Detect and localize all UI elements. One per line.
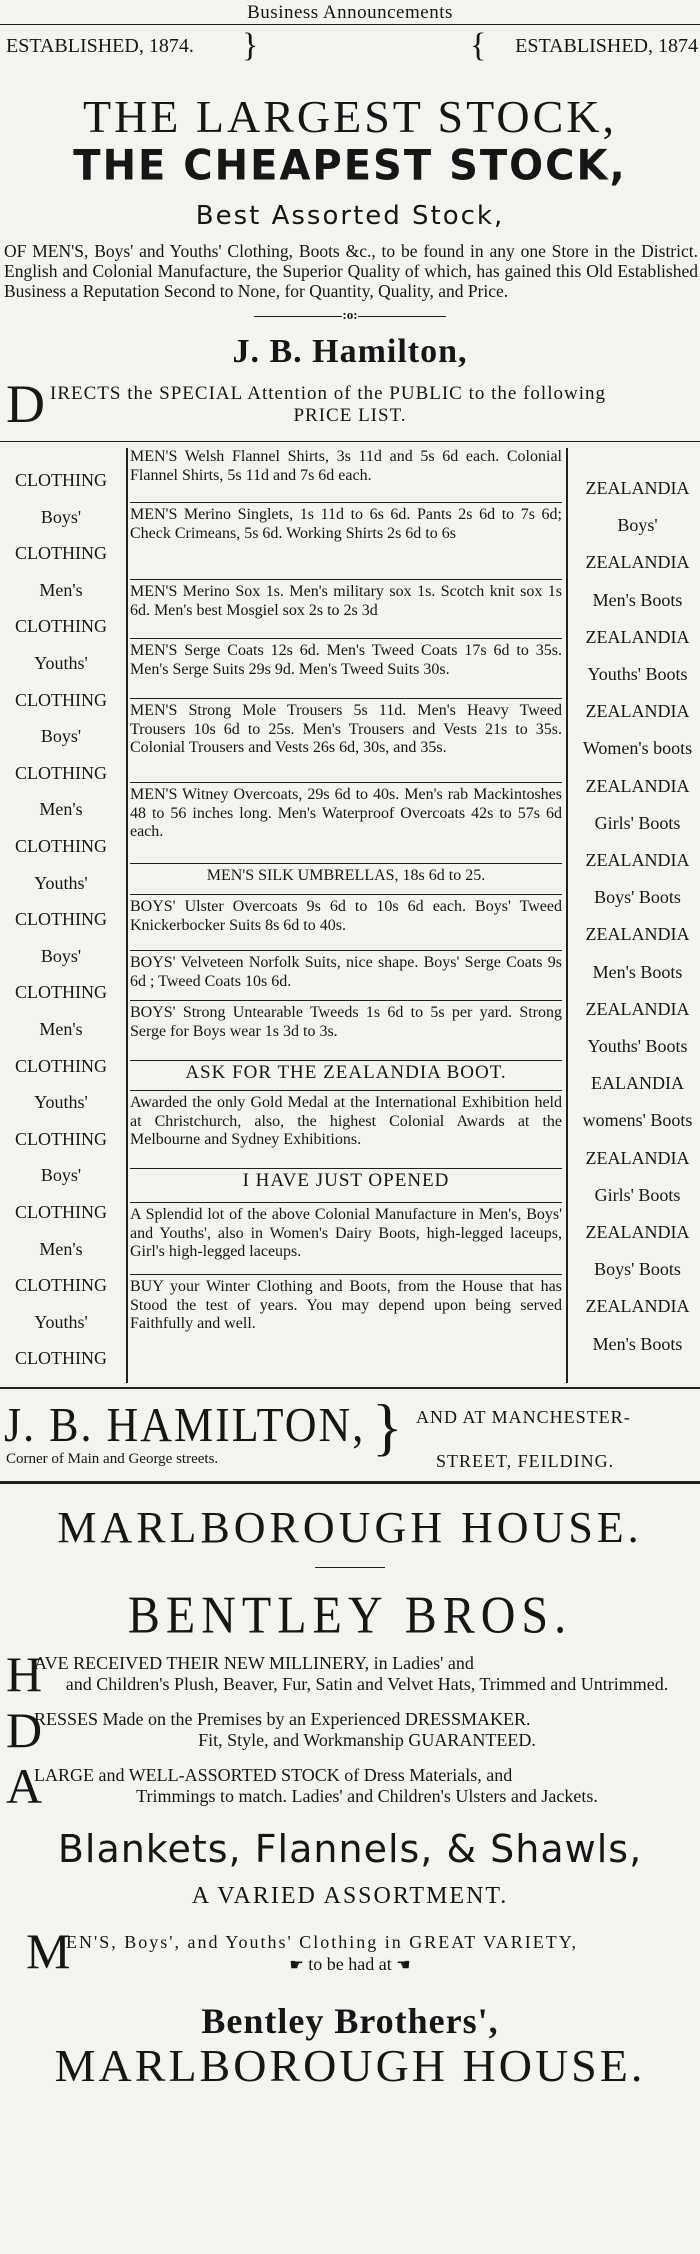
boots-column-item: ZEALANDIA (585, 998, 690, 1019)
price-entry: ASK FOR THE ZEALANDIA BOOT. (185, 1062, 507, 1083)
clothing-column-item: Youths' (34, 1092, 88, 1113)
clothing-column-item: CLOTHING (15, 836, 107, 856)
clothing-column-item: CLOTHING (15, 1275, 107, 1296)
entry-rule (130, 1274, 562, 1275)
column-divider (566, 448, 568, 1383)
directs-notice (0, 374, 700, 434)
clothing-column-item: Youths' (34, 872, 88, 893)
entry-rule (130, 1000, 562, 1001)
directs-line-2: PRICE LIST. (293, 405, 407, 426)
separator-text: :o: (342, 307, 358, 322)
clothing-column-item: Boys' (40, 726, 82, 747)
closing-firm-name: Bentley Brothers', (201, 2001, 499, 2041)
price-entry: MEN'S Serge Coats 12s 6d. Men's Tweed Coats 17s 6d to 35s. Men's Serge Suits 29s 9d. Men's Tweed Suits 30s. (130, 642, 562, 678)
boots-column-item: ZEALANDIA (585, 626, 690, 647)
brace-icon: } (242, 27, 259, 64)
entry-rule (130, 1202, 562, 1203)
millinery-paragraph (0, 1646, 700, 1702)
price-entry: A Splendid lot of the above Colonial Manufacture in Men's, Boys' and Youths', also in Women's Dairy Boots, high-legged laceups, Girl's high-legged laceups. (130, 1206, 562, 1260)
blankets-headline: Blankets, Flannels, & Shawls, (57, 1827, 643, 1871)
entry-rule (130, 502, 562, 503)
price-entry: MEN'S SILK UMBRELLAS, 18s 6d to 25. (206, 867, 486, 884)
dresses-paragraph (0, 1702, 700, 1758)
clothing-column-item: Youths' (34, 1311, 88, 1332)
mens-clothing-notice (0, 1923, 700, 1984)
varied-assortment: A VARIED ASSORTMENT. (191, 1883, 509, 1909)
clothing-column-item: Men's (39, 579, 83, 600)
clothing-column-item: CLOTHING (15, 616, 107, 637)
price-entry: BUY your Winter Clothing and Boots, from the House that has Stood the test of years. You may depend upon being served Faithfully and well. (130, 1278, 562, 1332)
pointing-hand-icon: ☛ (289, 1957, 304, 1974)
boots-column-item: Girls' Boots (594, 1184, 681, 1205)
clothing-column-item: CLOTHING (15, 1348, 107, 1369)
clothing-column-item: CLOTHING (15, 689, 107, 710)
boots-column-item: Girls' Boots (594, 812, 681, 833)
mens-line-1: EN'S, Boys', and Youths' Clothing in GREAT VARIETY, (66, 1932, 578, 1952)
intro-paragraph: OF MEN'S, Boys' and Youths' Clothing, Boots &c., to be found in any one Store in the District. English and Colonial Manufacture, the Superior Quality of which, has gained this Old Established Business a Reputation Second to None, for Quantity, Quality, and Price. (4, 241, 698, 301)
clothing-column-item: Men's (39, 799, 83, 820)
stock-line-1: LARGE and WELL-ASSORTED STOCK of Dress Materials, and (34, 1765, 513, 1785)
directs-line-1: IRECTS the SPECIAL Attention of the PUBLIC to the following (50, 383, 606, 404)
entry-rule (130, 863, 562, 864)
headline-largest-stock: THE LARGEST STOCK, (82, 91, 618, 142)
entry-rule (130, 1060, 562, 1061)
clothing-column-item: CLOTHING (15, 762, 107, 783)
bentley-bros-title: BENTLEY BROS. (127, 1586, 573, 1645)
price-list (0, 442, 700, 1387)
boots-column-item: ZEALANDIA (585, 701, 690, 722)
ad-divider (0, 1481, 700, 1484)
price-entry: MEN'S Merino Sox 1s. Men's military sox 1s. Scotch knit sox 1s 6d. Men's best Mosgiel sox 2s to 2s 3d (130, 583, 562, 619)
price-entry: MEN'S Merino Singlets, 1s 11d to 6s 6d. Pants 2s 6d to 7s 6d; Check Crimeans, 5s 6d. Working Shirts 2s 6d to 6s (130, 506, 562, 542)
entry-rule (130, 579, 562, 580)
footer-address: Corner of Main and George streets. (6, 1451, 219, 1467)
clothing-column-item: Boys' (40, 945, 82, 966)
clothing-column-item: Boys' (40, 506, 82, 527)
clothing-column-item: CLOTHING (15, 1128, 107, 1149)
price-entry: I HAVE JUST OPENED (242, 1170, 450, 1191)
boots-column-item: ZEALANDIA (585, 775, 690, 796)
millinery-line-1: AVE RECEIVED THEIR NEW MILLINERY, in Ladies' and (34, 1653, 474, 1673)
dresses-line-2: Fit, Style, and Workmanship GUARANTEED. (198, 1730, 536, 1750)
boots-column-item: ZEALANDIA (585, 1222, 690, 1242)
boots-column-item: womens' Boots (582, 1110, 693, 1131)
entry-rule (130, 894, 562, 895)
boots-column-item: Boys' Boots (594, 1259, 681, 1280)
clothing-column-item: Youths' (34, 653, 88, 673)
clothing-column-item: Boys' (40, 1165, 82, 1186)
entry-rule (130, 950, 562, 951)
price-entry: Awarded the only Gold Medal at the International Exhibition held at Christchurch, also, the highest Colonial Awards at the Melbourne and Sydney Exhibitions. (130, 1094, 562, 1148)
boots-column-item: ZEALANDIA (585, 552, 690, 573)
headline-assorted-stock: Best Assorted Stock, (195, 201, 505, 231)
drop-cap: D (6, 374, 45, 434)
boots-column-item: Youths' Boots (587, 1036, 688, 1056)
established-right: ESTABLISHED, 1874 (515, 35, 698, 57)
boots-column-item: Youths' Boots (587, 664, 688, 684)
boots-column-item: Men's Boots (592, 589, 683, 610)
pointing-hand-icon: ☚ (396, 1957, 411, 1974)
footer-branch-line-1: AND AT MANCHESTER- (416, 1407, 631, 1427)
drop-cap: D (6, 1702, 43, 1758)
ornament-separator (0, 307, 700, 323)
established-row (0, 25, 700, 83)
boots-column-item: ZEALANDIA (585, 924, 690, 945)
boots-column-item: ZEALANDIA (585, 1147, 690, 1168)
boots-column-item: EALANDIA (591, 1073, 684, 1094)
mens-line-2 (0, 1954, 700, 1975)
entry-rule (130, 1090, 562, 1091)
clothing-column-item: CLOTHING (15, 1202, 107, 1222)
clothing-column-item: Men's (39, 1238, 83, 1259)
hamilton-footer (0, 1389, 700, 1481)
section-header: Business Announcements (247, 2, 453, 23)
price-entry: BOYS' Strong Untearable Tweeds 1s 6d to 5s per yard. Strong Serge for Boys wear 1s 3d to 3s. (130, 1004, 562, 1040)
entry-rule (130, 698, 562, 699)
dresses-line-1: RESSES Made on the Premises by an Experienced DRESSMAKER. (34, 1709, 531, 1729)
short-rule (315, 1567, 385, 1568)
price-entry: MEN'S Welsh Flannel Shirts, 3s 11d and 5s 6d each. Colonial Flannel Shirts, 5s 11d and 7s 6d each. (130, 448, 562, 484)
column-divider (126, 448, 128, 1383)
drop-cap: M (26, 1923, 71, 1979)
boots-column-item: ZEALANDIA (585, 850, 690, 870)
stock-paragraph (0, 1758, 700, 1814)
drop-cap: H (6, 1646, 43, 1702)
boots-column-item: Women's boots (582, 738, 693, 759)
millinery-line-2: and Children's Plush, Beaver, Fur, Satin and Velvet Hats, Trimmed and Untrimmed. (65, 1674, 669, 1694)
entry-rule (130, 638, 562, 639)
clothing-column-item: CLOTHING (15, 1055, 107, 1076)
mens-line-2-text: to be had at (308, 1954, 392, 1974)
clothing-column-item: CLOTHING (15, 470, 107, 490)
clothing-column-item: CLOTHING (15, 543, 107, 564)
established-left: ESTABLISHED, 1874. (6, 35, 194, 57)
boots-column-item: ZEALANDIA (585, 1296, 690, 1317)
closing-house-name: MARLBOROUGH HOUSE. (54, 2040, 646, 2091)
price-entry: MEN'S Strong Mole Trousers 5s 11d. Men's Heavy Tweed Trousers 10s 6d to 25s. Men's Trousers and Vests 21s to 35s. Colonial Trousers and Vests 26s 6d, 30s, and 35s. (130, 702, 562, 756)
footer-branch-line-2: STREET, FEILDING. (436, 1451, 615, 1471)
boots-column-item: ZEALANDIA (585, 478, 690, 498)
boots-column-item: Boys' Boots (594, 887, 681, 908)
entry-rule (130, 782, 562, 783)
brace-icon: } (372, 1391, 403, 1462)
marlborough-title: MARLBOROUGH HOUSE. (57, 1503, 643, 1552)
entry-rule (130, 1168, 562, 1169)
brace-icon: { (470, 27, 487, 64)
boots-column-item: Men's Boots (592, 1333, 683, 1354)
price-entry: MEN'S Witney Overcoats, 29s 6d to 40s. Men's rab Mackintoshes 48 to 56 inches long. Men's Waterproof Overcoats 42s to 57s 6d each. (130, 786, 562, 840)
price-entry: BOYS' Ulster Overcoats 9s 6d to 10s 6d each. Boys' Tweed Knickerbocker Suits 8s 6d to 40s. (130, 898, 562, 934)
stock-line-2: Trimmings to match. Ladies' and Children's Ulsters and Jackets. (136, 1786, 598, 1806)
clothing-column-item: Men's (39, 1019, 83, 1039)
headline-cheapest-stock: THE CHEAPEST STOCK, (73, 141, 627, 191)
clothing-column-item: CLOTHING (15, 982, 107, 1003)
merchant-name: J. B. Hamilton, (232, 333, 468, 370)
footer-name: J. B. HAMILTON, (4, 1398, 366, 1452)
clothing-column-item: CLOTHING (15, 909, 107, 930)
drop-cap: A (6, 1758, 43, 1814)
price-entry: BOYS' Velveteen Norfolk Suits, nice shape. Boys' Serge Coats 9s 6d ; Tweed Coats 10s 6d. (130, 954, 562, 990)
boots-column-item: Boys' (617, 515, 658, 536)
boots-column-item: Men's Boots (592, 961, 683, 982)
